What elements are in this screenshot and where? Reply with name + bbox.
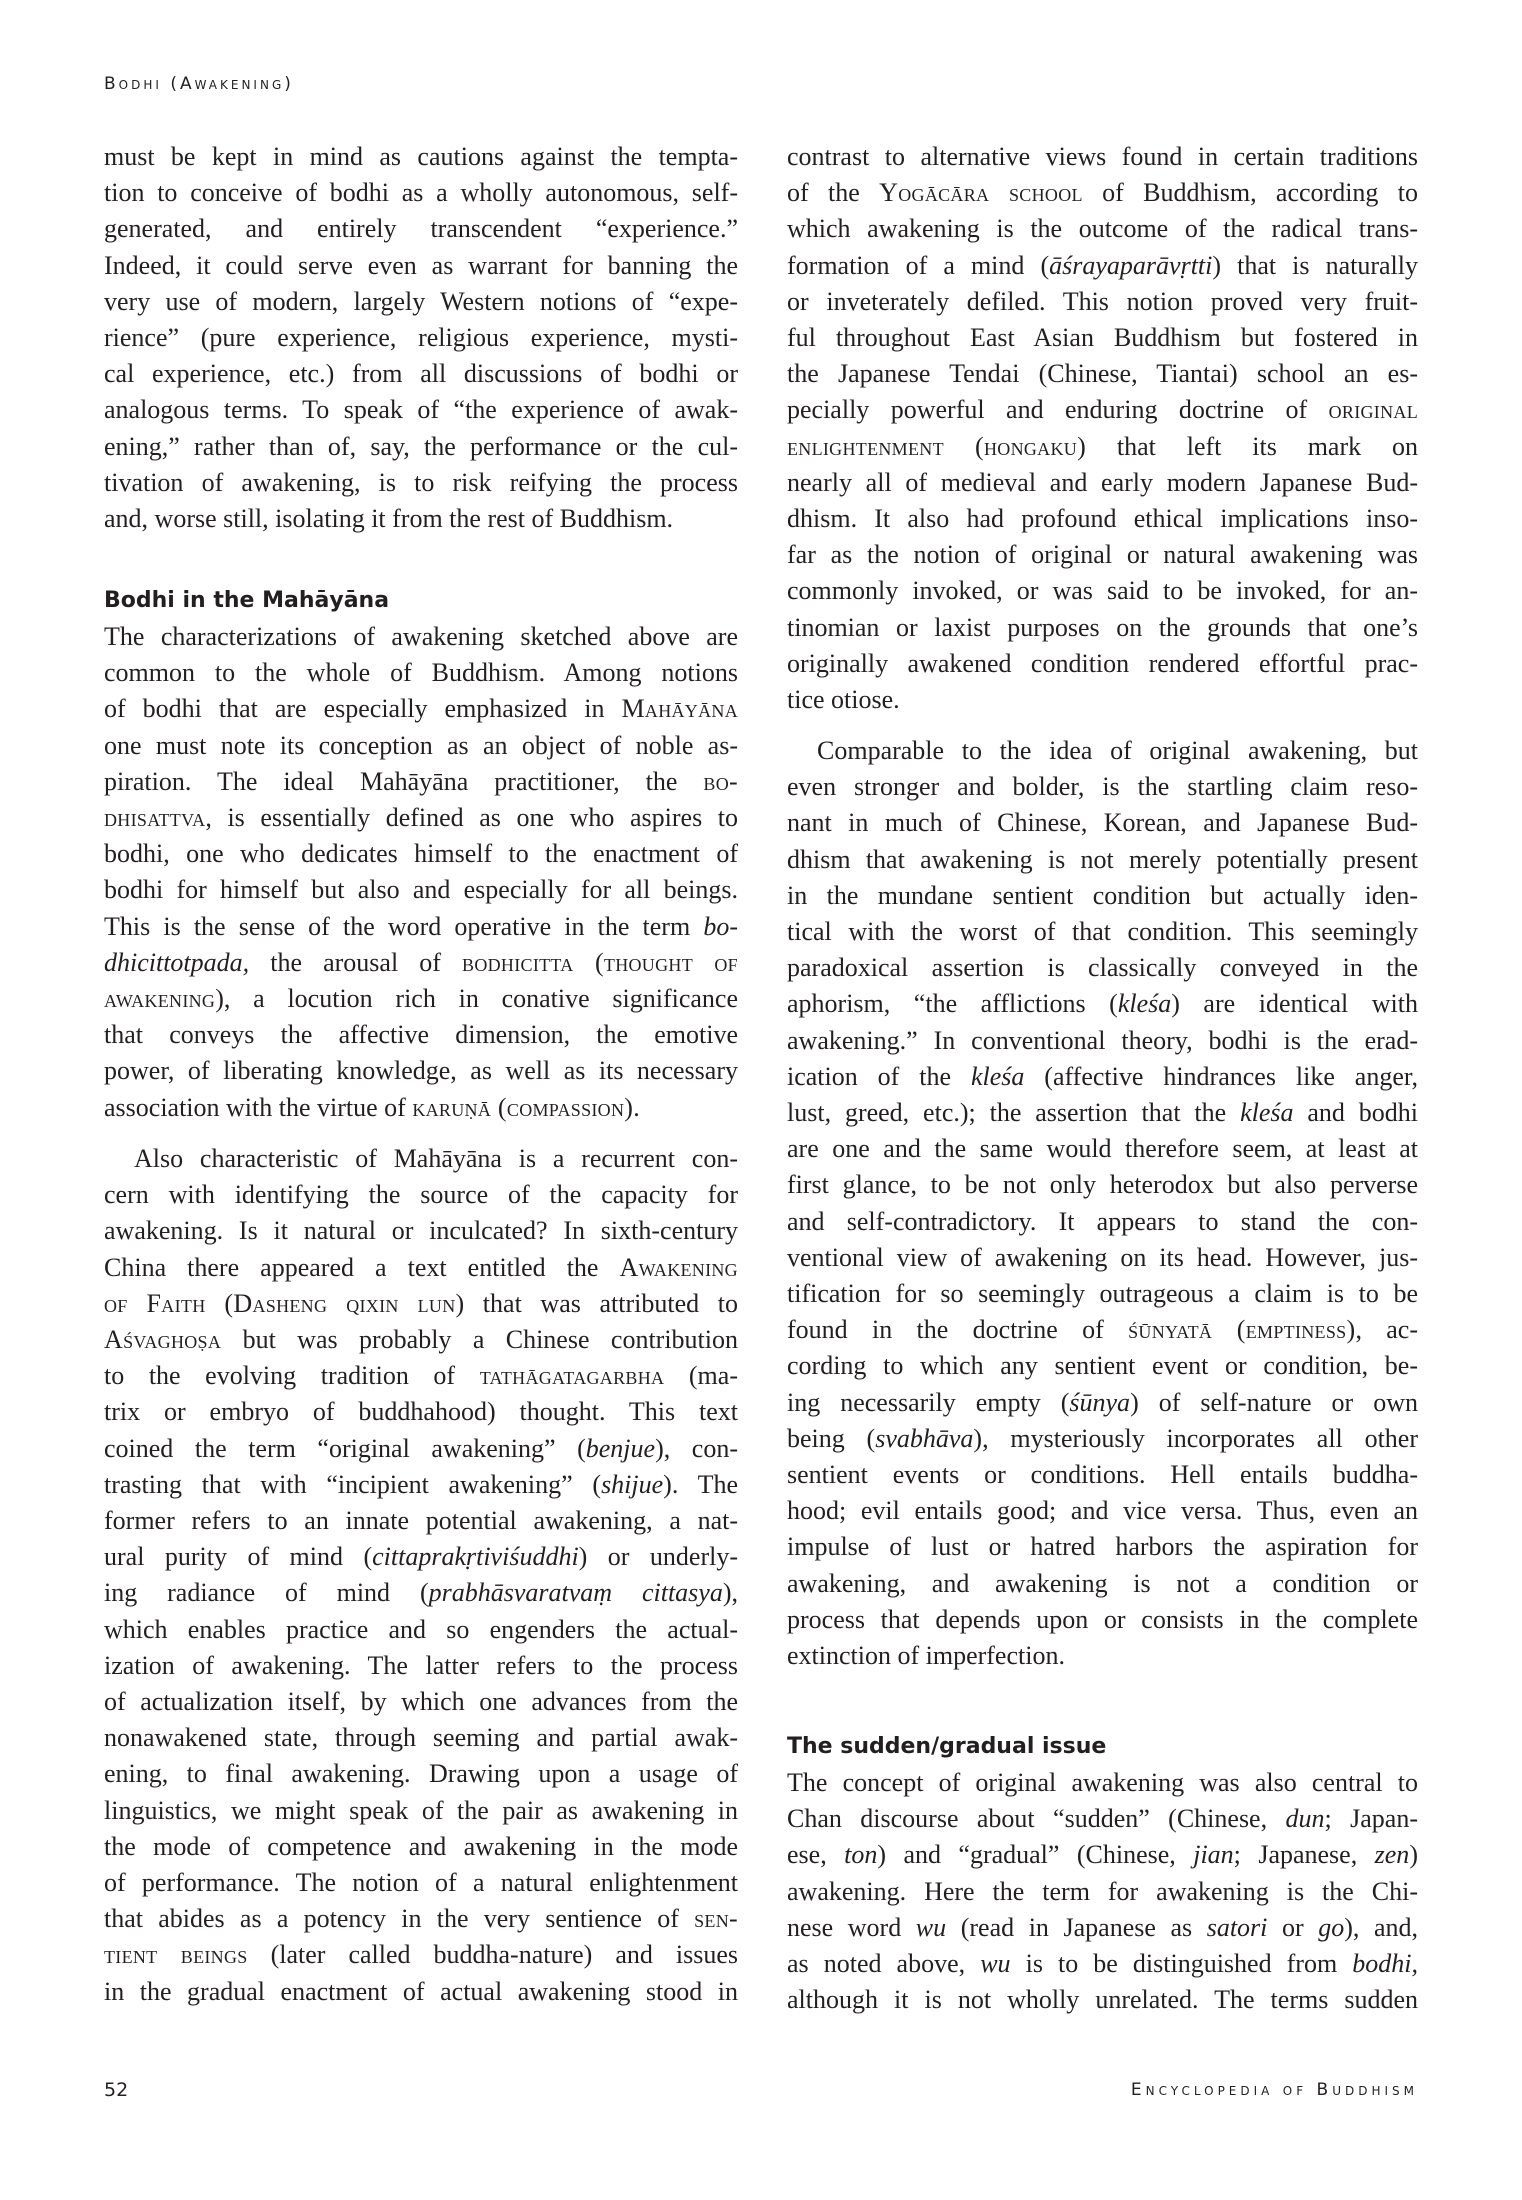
text-line (104, 800, 738, 836)
text-segment: ) and “gradual” (Chinese, (877, 1840, 1194, 1870)
text-segment: ; Japan- (1324, 1804, 1418, 1834)
text-segment: that abides as a potency in the very sentience of (104, 1904, 695, 1934)
cross-reference-term: tathāgatagarbha (479, 1361, 665, 1391)
text-segment: even stronger and bolder, is the startling claim reso- (787, 772, 1418, 802)
text-segment: but was probably a Chinese contribution (221, 1325, 738, 1354)
text-line (787, 805, 1418, 841)
text-line (104, 1829, 738, 1865)
text-segment: of actualization itself, by which one advances from the (104, 1687, 738, 1716)
text-line (787, 1910, 1418, 1946)
text-segment: process that depends upon or consists in the complete (787, 1604, 1418, 1634)
text-line (104, 619, 738, 655)
text-line (787, 1493, 1418, 1529)
text-line (787, 646, 1418, 682)
text-segment: The concept of original awakening was also central to (787, 1768, 1418, 1797)
italic-term: svabhāva (875, 1423, 974, 1453)
text-line (787, 1457, 1418, 1493)
text-line (104, 1286, 738, 1322)
text-line (787, 356, 1418, 392)
text-line (104, 1793, 738, 1829)
text-line (787, 1638, 1418, 1674)
text-line (104, 1394, 738, 1430)
text-segment: power, of liberating knowledge, as well as its necessary (104, 1056, 738, 1086)
italic-term: go (1318, 1912, 1345, 1942)
running-head: Bodhi (Awakening) (104, 74, 294, 94)
text-line (104, 981, 738, 1017)
text-segment: former refers to an innate potential awakening, a nat- (104, 1506, 738, 1535)
text-line (104, 691, 738, 727)
text-segment: cording to which any sentient event or condition, be- (787, 1351, 1418, 1381)
text-segment: hood; evil entails good; and vice versa. Thus, even an (787, 1496, 1418, 1526)
text-line (104, 1358, 738, 1394)
text-line (787, 1167, 1418, 1203)
text-line (787, 139, 1418, 175)
italic-term: zen (1374, 1840, 1410, 1870)
text-segment: aphorism, “the afflictions ( (787, 989, 1118, 1019)
text-segment: must be kept in mind as cautions against the tempta- (104, 142, 738, 171)
text-line (104, 1177, 738, 1213)
text-segment: ing radiance of mind ( (104, 1578, 429, 1608)
text-segment: ), a locution rich in conative significance (215, 984, 738, 1013)
text-line (787, 1874, 1418, 1910)
text-segment: the mode of competence and awakening in the mode (104, 1831, 738, 1861)
text-line (787, 1529, 1418, 1565)
italic-term: kleśa (970, 1061, 1025, 1091)
text-segment: ication of the (787, 1061, 971, 1091)
italic-term: jian (1193, 1840, 1234, 1870)
text-line (104, 248, 738, 284)
text-segment: formation of a mind ( (787, 250, 1050, 280)
text-line (104, 1250, 738, 1286)
text-line (104, 1053, 738, 1089)
text-segment: awakening. Is it natural or inculcated? In sixth-century (104, 1216, 738, 1246)
text-line (104, 1141, 738, 1177)
italic-term: bo- (703, 911, 738, 941)
text-line (787, 1131, 1418, 1167)
cross-reference-term: of Faith (Dasheng qixin lun (104, 1288, 456, 1318)
text-line (104, 1503, 738, 1539)
cross-reference-term: Awakening (619, 1252, 738, 1282)
text-segment: in the mundane sentient condition but actually iden- (787, 880, 1418, 910)
text-segment: of bodhi that are especially emphasized in (104, 694, 622, 724)
text-line (787, 1059, 1418, 1095)
text-segment: of the (787, 178, 880, 208)
cross-reference-term: enlightenment (hongaku) (787, 431, 1087, 461)
italic-term: wu (915, 1912, 947, 1942)
text-line (104, 1539, 738, 1575)
text-line (104, 1467, 738, 1503)
text-segment: (ma- (664, 1361, 738, 1391)
italic-term: benjue (585, 1433, 656, 1463)
text-line (787, 1276, 1418, 1312)
text-segment: which enables practice and so engenders the actual- (104, 1614, 738, 1644)
text-line (104, 1720, 738, 1756)
cross-reference-term: Aśvaghoṣa (104, 1325, 222, 1354)
italic-term: dun (1285, 1804, 1325, 1834)
text-segment: the Japanese Tendai (Chinese, Tiantai) school an es- (787, 359, 1418, 389)
text-segment: ening,” rather than of, say, the performance or the cul- (104, 431, 738, 461)
text-segment: one must note its conception as an object of noble as- (104, 730, 738, 760)
page-number: 52 (104, 2079, 129, 2101)
text-segment: tical with the worst of that condition. This seemingly (787, 917, 1418, 946)
text-line (787, 465, 1418, 501)
text-segment: to the evolving tradition of (104, 1361, 480, 1391)
text-line (787, 392, 1418, 428)
text-segment: contrast to alternative views found in certain traditions (787, 142, 1418, 171)
text-line (787, 1312, 1418, 1348)
text-line (104, 1017, 738, 1053)
text-line (104, 655, 738, 691)
text-segment: bodhi for himself but also and especially for all beings. (104, 875, 738, 905)
text-segment: common to the whole of Buddhism. Among notions (104, 658, 738, 688)
text-segment: Indeed, it could serve even as warrant for banning the (104, 250, 738, 280)
text-line (104, 501, 738, 537)
text-segment: or (1267, 1912, 1319, 1942)
text-line (787, 769, 1418, 805)
text-line (787, 1348, 1418, 1384)
text-line (104, 1684, 738, 1720)
text-line (104, 320, 738, 356)
text-segment: in the gradual enactment of actual awakening stood in (104, 1976, 738, 2006)
text-segment: of performance. The notion of a natural enlightenment (104, 1868, 738, 1897)
text-segment: generated, and entirely transcendent “experience.” (104, 214, 738, 244)
text-line (104, 1322, 738, 1358)
text-line (104, 1865, 738, 1901)
text-segment: of Buddhism, according to (1082, 178, 1419, 208)
text-line (787, 248, 1418, 284)
text-segment: tivation of awakening, is to risk reifying the process (104, 467, 738, 497)
text-segment: bodhi, one who dedicates himself to the enactment of (104, 839, 738, 869)
text-segment: ese, (787, 1840, 845, 1870)
text-segment: pecially powerful and enduring doctrine of (787, 395, 1329, 425)
cross-reference-term: Yogācāra school (879, 178, 1083, 208)
text-segment: originally awakened condition rendered effortful prac- (787, 648, 1418, 678)
text-segment: ; Japanese, (1233, 1840, 1375, 1870)
text-line (104, 945, 738, 981)
text-line (104, 872, 738, 908)
text-segment: ) or underly- (578, 1542, 738, 1572)
italic-term: prabhāsvaratvaṃ cittasya (428, 1578, 723, 1608)
text-segment: found in the doctrine of (787, 1315, 1129, 1345)
text-segment: lust, greed, etc.); the assertion that the (787, 1098, 1241, 1127)
cross-reference-term: bo- (703, 766, 738, 796)
text-segment: is to be distinguished from (1010, 1949, 1353, 1978)
cross-reference-term: Mahāyāna (621, 694, 738, 724)
text-segment: the arousal of (249, 947, 463, 977)
text-line (787, 573, 1418, 609)
text-segment: as noted above, (787, 1949, 981, 1978)
text-segment: analogous terms. To speak of “the experience of awak- (104, 395, 738, 425)
text-segment: . (633, 1092, 640, 1122)
text-segment: tinomian or laxist purposes on the grounds that one’s (787, 612, 1418, 642)
text-segment: ful throughout East Asian Buddhism but fostered in (787, 323, 1418, 352)
text-segment: first glance, to be not only heterodox but also perverse (787, 1170, 1418, 1200)
text-segment: The characterizations of awakening sketched above are (104, 622, 738, 651)
text-segment: nearly all of medieval and early modern Japanese Bud- (787, 467, 1418, 497)
text-line (104, 1937, 738, 1973)
text-line (787, 429, 1418, 465)
text-segment: tion to conceive of bodhi as a wholly autonomous, self- (104, 178, 738, 208)
text-segment: ) of self-nature or own (1130, 1387, 1418, 1417)
text-segment: , ac- (1355, 1315, 1418, 1345)
text-line (104, 1575, 738, 1611)
text-segment: extinction of imperfection. (787, 1641, 1065, 1670)
text-line (787, 284, 1418, 320)
text-line (104, 392, 738, 428)
italic-term: śūnya (1069, 1387, 1131, 1417)
text-segment: trix or embryo of buddhahood) thought. This text (104, 1397, 738, 1427)
text-line (787, 1095, 1418, 1131)
text-line (104, 175, 738, 211)
text-line (787, 986, 1418, 1022)
text-segment: very use of modern, largely Western notions of “expe- (104, 286, 738, 316)
text-line (104, 284, 738, 320)
text-segment: ), (722, 1578, 738, 1608)
text-segment: and self-contradictory. It appears to stand the con- (787, 1206, 1418, 1236)
text-line (104, 1612, 738, 1648)
text-segment: which awakening is the outcome of the radical trans- (787, 214, 1418, 244)
text-segment: dhism that awakening is not merely potentially present (787, 844, 1418, 874)
text-segment: This is the sense of the word operative in the term (104, 911, 704, 941)
text-segment: awakening, and awakening is not a condition or (787, 1568, 1418, 1598)
text-segment: Chan discourse about “sudden” (Chinese, (787, 1804, 1286, 1834)
text-line (787, 914, 1418, 950)
text-segment: piration. The ideal Mahāyāna practitioner, the (104, 766, 704, 796)
text-segment: nese word (787, 1912, 916, 1942)
cross-reference-term: śūnyatā (emptiness) (1128, 1315, 1356, 1345)
text-segment: sentient events or conditions. Hell entails buddha- (787, 1460, 1418, 1489)
text-segment: ) (1409, 1840, 1418, 1870)
text-segment: or inveterately defiled. This notion proved very fruit- (787, 286, 1418, 316)
text-segment: ) are identical with (1171, 989, 1419, 1019)
text-line (787, 733, 1418, 769)
text-segment: ural purity of mind ( (104, 1542, 373, 1572)
text-segment: Comparable to the idea of original awakening, but (817, 736, 1418, 765)
italic-term: wu (980, 1949, 1011, 1978)
text-segment: dhism. It also had profound ethical implications inso- (787, 504, 1418, 533)
cross-reference-term: sen- (694, 1904, 738, 1934)
text-segment: tice otiose. (787, 685, 900, 714)
text-line (787, 1240, 1418, 1276)
text-line (104, 764, 738, 800)
text-segment: linguistics, we might speak of the pair as awakening in (104, 1795, 738, 1825)
italic-term: ton (844, 1840, 878, 1870)
text-line (787, 1946, 1418, 1982)
text-line (787, 1421, 1418, 1457)
text-segment: ization of awakening. The latter refers to the process (104, 1650, 738, 1680)
text-line (104, 1213, 738, 1249)
text-segment: cal experience, etc.) from all discussions of bodhi or (104, 359, 738, 389)
text-segment: , is essentially defined as one who aspires to (205, 803, 738, 832)
text-line (104, 1648, 738, 1684)
italic-term: kleśa (1240, 1098, 1294, 1127)
text-line (104, 429, 738, 465)
text-line (787, 610, 1418, 646)
text-segment: ening, to final awakening. Drawing upon a usage of (104, 1759, 738, 1789)
text-segment: nonawakened state, through seeming and partial awak- (104, 1723, 738, 1753)
text-segment: commonly invoked, or was said to be invoked, for an- (787, 576, 1418, 606)
italic-term: shijue (601, 1469, 664, 1499)
text-line (787, 950, 1418, 986)
text-line (787, 501, 1418, 537)
text-line (787, 878, 1418, 914)
italic-term: āśrayaparāvṛtti (1049, 250, 1213, 280)
text-line (104, 909, 738, 945)
section-heading-bodhi-in-mahayana: Bodhi in the Mahāyāna (104, 588, 390, 613)
text-line (787, 1566, 1418, 1602)
text-segment: ), mysteriously incorporates all other (973, 1423, 1418, 1453)
text-segment: (affective hindrances like anger, (1024, 1061, 1418, 1091)
text-line (787, 1837, 1418, 1873)
text-segment: are one and the same would therefore seem, at least at (787, 1134, 1418, 1164)
text-segment: that conveys the affective dimension, the emotive (104, 1020, 738, 1050)
text-line (787, 537, 1418, 573)
text-line (104, 728, 738, 764)
text-line (787, 1765, 1418, 1801)
footer-book-title: Encyclopedia of Buddhism (1130, 2080, 1418, 2100)
text-segment: paradoxical assertion is classically conveyed in the (787, 953, 1418, 983)
text-line (104, 1756, 738, 1792)
text-line (787, 1023, 1418, 1059)
text-segment: being ( (787, 1423, 876, 1453)
text-line (787, 1602, 1418, 1638)
text-line (104, 1090, 738, 1126)
text-line (104, 836, 738, 872)
text-segment: Also characteristic of Mahāyāna is a recurrent con- (134, 1144, 738, 1173)
cross-reference-term: awakening (104, 984, 216, 1013)
text-line (787, 1982, 1418, 2018)
text-segment: trasting that with “incipient awakening” ( (104, 1469, 602, 1499)
text-segment: tification for so seemingly outrageous a claim is to be (787, 1279, 1418, 1308)
text-line (104, 211, 738, 247)
text-segment: (later called buddha-nature) and issues (247, 1940, 738, 1970)
text-line (104, 465, 738, 501)
cross-reference-term: dhisattva (104, 803, 206, 832)
text-segment: although it is not wholly unrelated. The terms sudden (787, 1985, 1418, 2015)
text-segment: awakening. Here the term for awakening is the Chi- (787, 1876, 1418, 1906)
italic-term: cittaprakṛtiviśuddhi (372, 1542, 579, 1572)
text-segment: and bodhi (1293, 1098, 1418, 1127)
text-line (104, 356, 738, 392)
text-segment: ) that is naturally (1212, 250, 1418, 280)
text-line (787, 175, 1418, 211)
text-segment: ventional view of awakening on its head. However, jus- (787, 1242, 1418, 1272)
text-line (104, 1901, 738, 1937)
cross-reference-term: original (1328, 395, 1418, 425)
text-segment: ). The (663, 1469, 738, 1499)
text-line (787, 1801, 1418, 1837)
italic-term: dhicittotpada, (104, 947, 250, 977)
text-segment: ) that was attributed to (455, 1288, 738, 1318)
text-line (787, 682, 1418, 718)
text-segment: that left its mark on (1086, 431, 1418, 461)
text-line (787, 211, 1418, 247)
text-segment: ing necessarily empty ( (787, 1387, 1070, 1417)
italic-term: satori (1206, 1912, 1268, 1942)
cross-reference-term: bodhicitta (thought of (462, 947, 738, 977)
text-segment: coined the term “original awakening” ( (104, 1433, 586, 1463)
cross-reference-term: tient beings (104, 1940, 248, 1970)
text-segment: rience” (pure experience, religious experience, mysti- (104, 323, 738, 352)
text-segment: China there appeared a text entitled the (104, 1252, 620, 1282)
text-segment: ), and, (1344, 1912, 1418, 1942)
italic-term: kleśa (1117, 989, 1172, 1019)
text-line (787, 320, 1418, 356)
text-segment: awakening.” In conventional theory, bodhi is the erad- (787, 1025, 1418, 1055)
text-line (104, 139, 738, 175)
text-segment: nant in much of Chinese, Korean, and Japanese Bud- (787, 808, 1418, 838)
text-segment: far as the notion of original or natural awakening was (787, 540, 1418, 570)
text-segment: cern with identifying the source of the capacity for (104, 1180, 738, 1210)
text-line (104, 1974, 738, 2010)
italic-term: bodhi, (1352, 1949, 1418, 1978)
text-segment: and, worse still, isolating it from the rest of Buddhism. (104, 504, 674, 533)
text-segment: ), con- (655, 1433, 738, 1463)
cross-reference-term: karuṇā (compassion) (412, 1092, 634, 1122)
text-line (104, 1431, 738, 1467)
text-line (787, 1204, 1418, 1240)
text-segment: (read in Japanese as (946, 1912, 1207, 1942)
text-line (787, 842, 1418, 878)
text-segment: impulse of lust or hatred harbors the aspiration for (787, 1532, 1418, 1562)
text-line (787, 1385, 1418, 1421)
section-heading-sudden-gradual: The sudden/gradual issue (787, 1734, 1107, 1759)
text-segment: association with the virtue of (104, 1092, 413, 1122)
